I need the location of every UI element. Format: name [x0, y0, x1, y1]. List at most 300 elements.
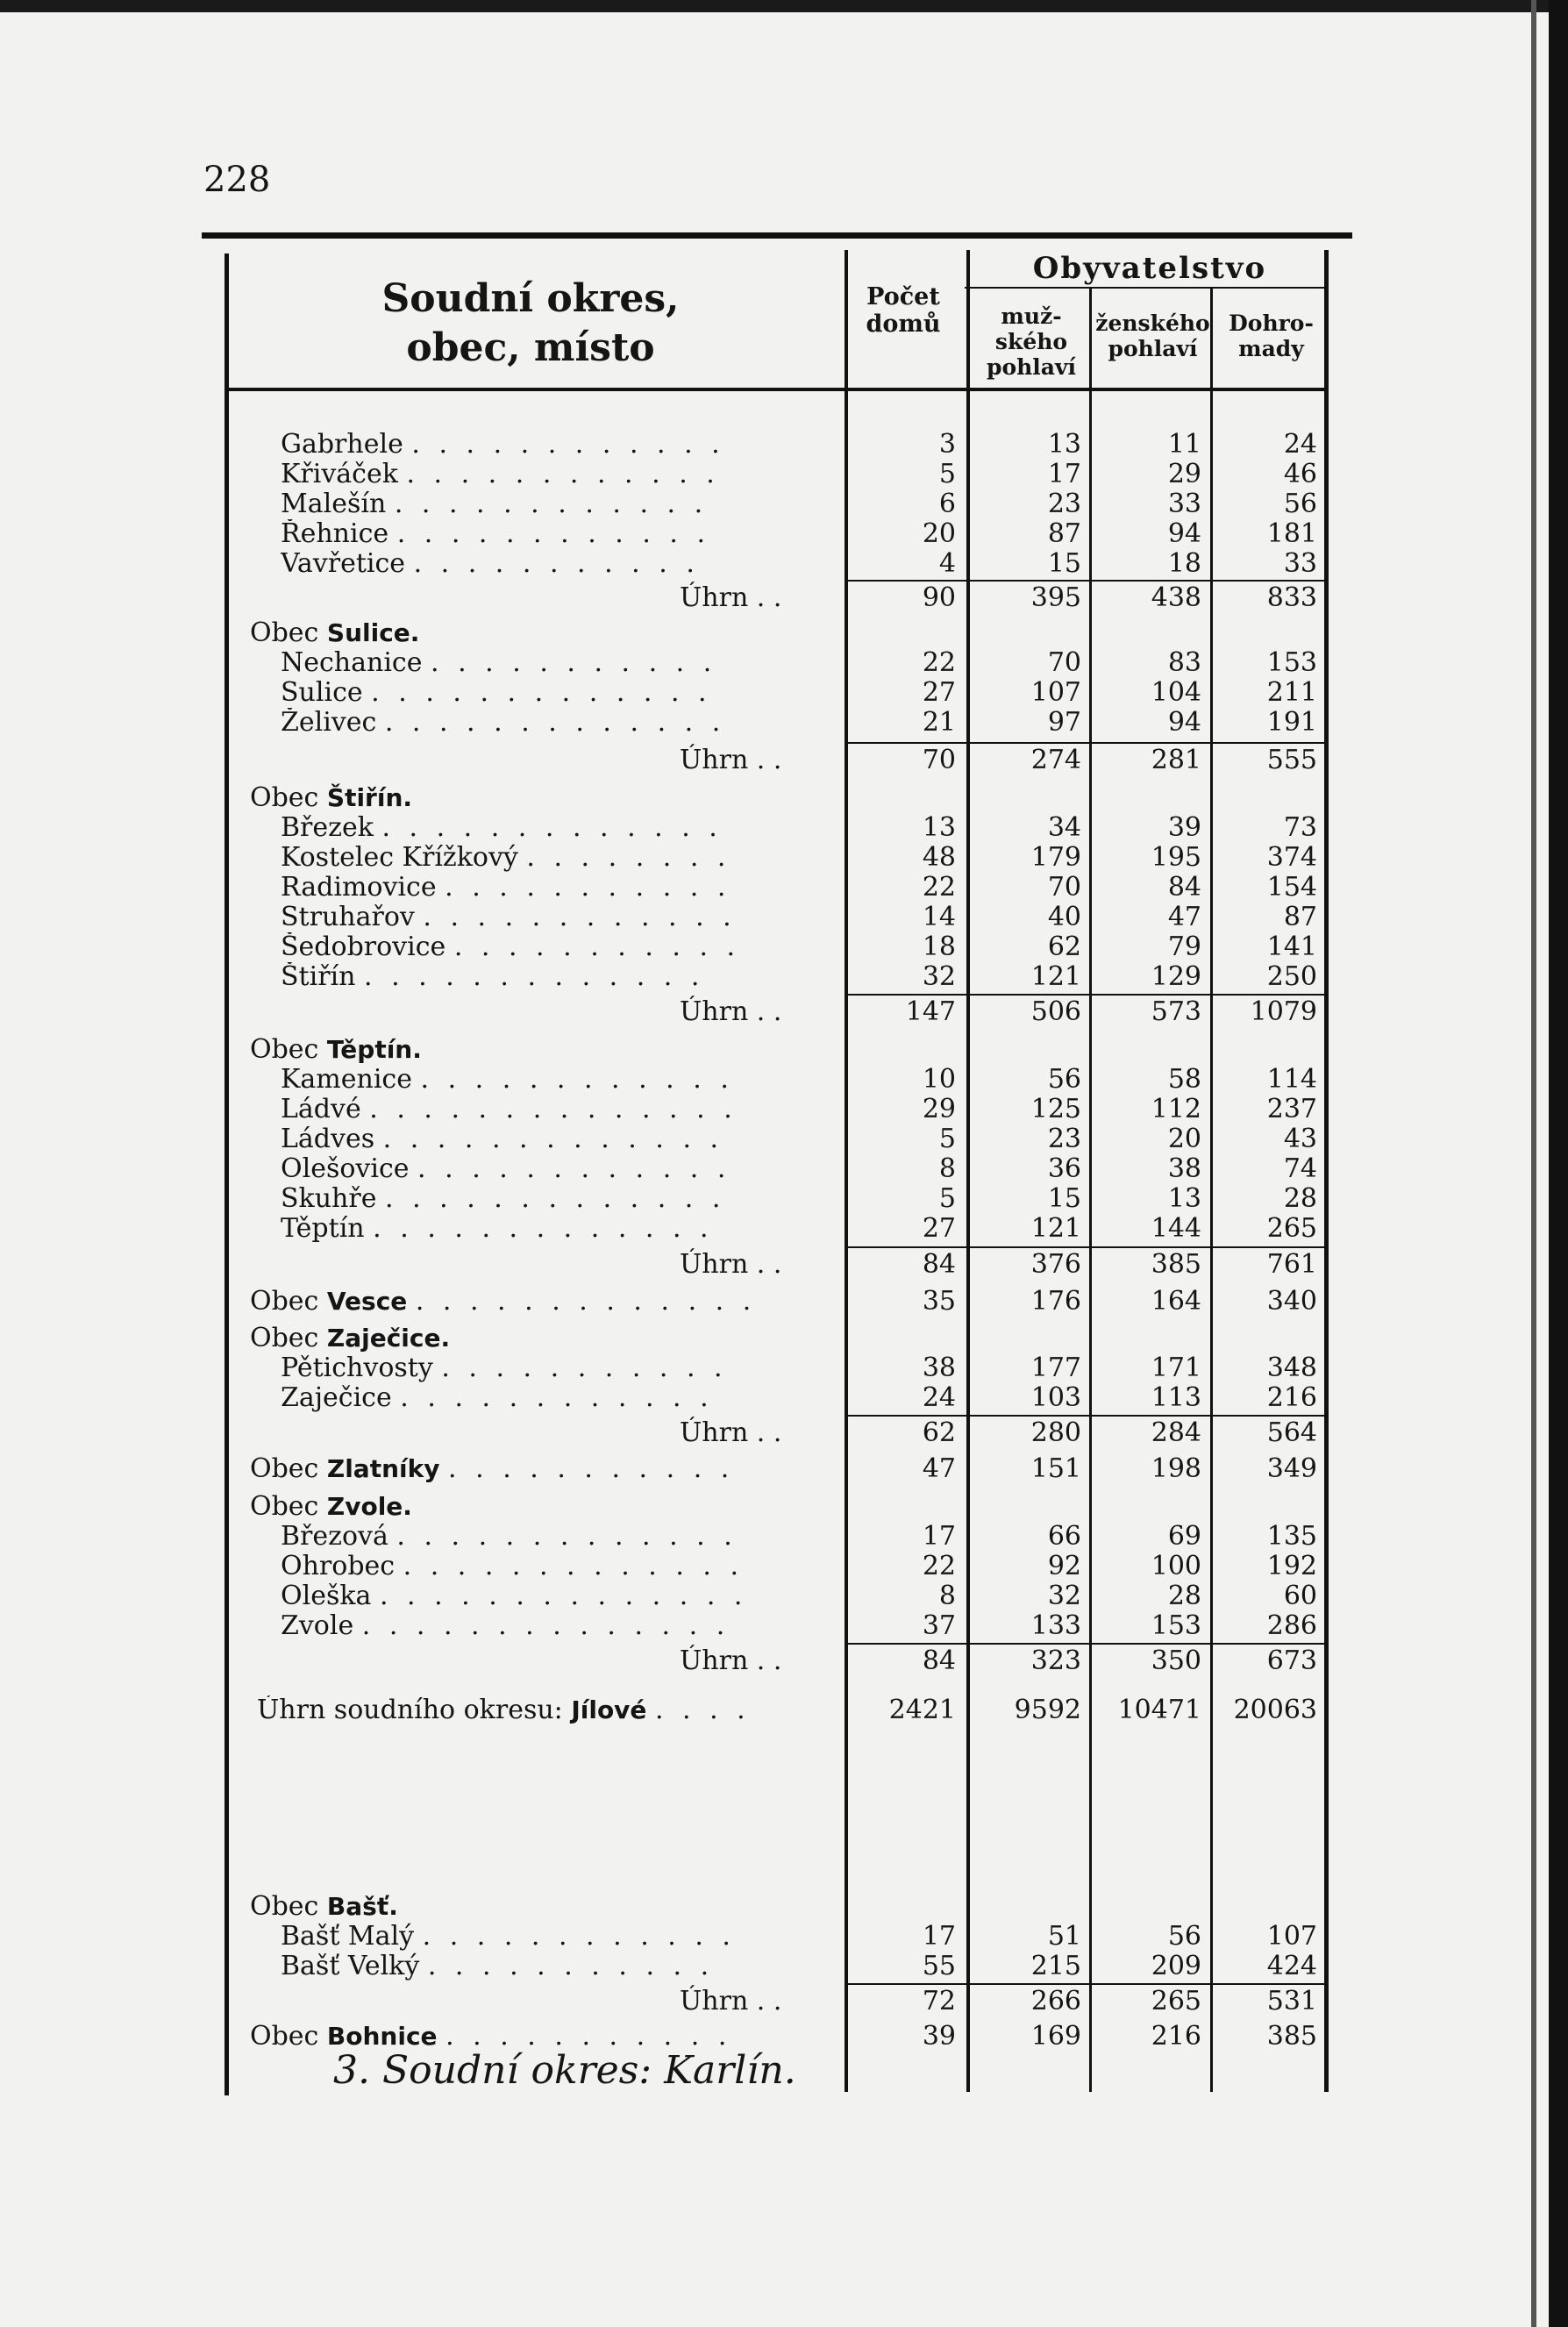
- header-total-line2: mady: [1238, 335, 1304, 361]
- municipality-prefix: Obec: [250, 1492, 319, 1522]
- header-population-group: Obyvatelstvo: [1032, 251, 1267, 286]
- place-name: Březová: [281, 1522, 388, 1552]
- total-cell: 385: [1266, 2021, 1317, 2052]
- place-label: [281, 1065, 842, 1095]
- place-label: [281, 813, 842, 843]
- female-cell: 84: [1167, 872, 1201, 903]
- total-cell: 555: [1266, 745, 1317, 775]
- place-name: Ohrobec: [281, 1552, 396, 1581]
- place-name: Křiváček: [281, 460, 398, 489]
- total-cell: 531: [1266, 1986, 1317, 2016]
- female-cell: 171: [1151, 1353, 1201, 1383]
- leader-dots: . . . . . . . . . . . . .: [384, 708, 726, 738]
- total-cell: 265: [1266, 1213, 1317, 1244]
- total-cell: 107: [1266, 1921, 1317, 1952]
- subtotal-row: [202, 1250, 1352, 1280]
- municipality-prefix: Obec: [250, 1035, 319, 1065]
- female-cell: 33: [1167, 489, 1201, 519]
- table-row: [202, 1095, 1352, 1124]
- header-male-column: [973, 304, 1089, 380]
- female-cell: 113: [1151, 1382, 1201, 1413]
- subtotal-row: [202, 583, 1352, 613]
- place-label: [281, 1124, 842, 1154]
- leader-dots: . . . . . . . . . . . .: [420, 1065, 734, 1095]
- houses-cell: 2421: [888, 1695, 956, 1725]
- municipality-prefix: Obec: [250, 2022, 319, 2052]
- houses-cell: 3: [938, 429, 956, 460]
- municipality-name: Těptín.: [326, 1035, 422, 1064]
- male-cell: 506: [1030, 996, 1081, 1027]
- houses-cell: 38: [922, 1353, 956, 1383]
- header-houses-line1: Počet: [866, 283, 940, 311]
- female-cell: 56: [1167, 1921, 1201, 1952]
- houses-cell: 5: [938, 1124, 956, 1154]
- houses-cell: 17: [922, 1921, 956, 1952]
- male-cell: 107: [1030, 677, 1081, 708]
- subtotal-rule: [848, 1246, 1326, 1248]
- header-houses-column: [846, 283, 960, 338]
- header-female-column: [1094, 311, 1212, 362]
- houses-cell: 13: [922, 812, 956, 843]
- houses-cell: 14: [922, 902, 956, 932]
- table-row: [202, 843, 1352, 873]
- place-label: [281, 678, 842, 708]
- municipality-name: Zaječice.: [326, 1324, 451, 1353]
- houses-cell: 84: [922, 1249, 956, 1280]
- table-row: [202, 1552, 1352, 1581]
- header-houses-line2: domů: [866, 311, 941, 339]
- place-name: Sulice: [281, 678, 363, 708]
- table-row: [202, 1214, 1352, 1244]
- header-total-line1: Dohro-: [1229, 311, 1314, 336]
- houses-cell: 22: [922, 872, 956, 903]
- place-label: [281, 648, 842, 678]
- place-label: [281, 1095, 842, 1124]
- male-cell: 34: [1047, 812, 1081, 843]
- leader-dots: . . . . . . . . . . . .: [422, 1922, 736, 1952]
- male-cell: 15: [1047, 1183, 1081, 1214]
- total-cell: 20063: [1233, 1695, 1317, 1725]
- municipality-name: Vesce: [326, 1287, 408, 1316]
- leader-dots: . . . . . . . . . . . . .: [382, 1124, 724, 1154]
- female-cell: 94: [1167, 518, 1201, 549]
- place-label: [281, 1154, 842, 1184]
- place-name: Radimovice: [281, 873, 437, 903]
- table-row: [202, 1695, 1352, 1725]
- total-cell: 250: [1266, 961, 1317, 992]
- female-cell: 10471: [1117, 1695, 1201, 1725]
- table-row: [202, 430, 1352, 460]
- header-female-line2: pohlaví: [1108, 335, 1198, 361]
- subtotal-label: Úhrn . .: [680, 1645, 782, 1676]
- houses-cell: 70: [922, 745, 956, 775]
- female-cell: 129: [1151, 961, 1201, 992]
- leader-dots: . . . . . . . . . . .: [445, 2022, 732, 2052]
- page-number: 228: [203, 160, 271, 200]
- total-cell: 216: [1266, 1382, 1317, 1413]
- subtotal-rule: [848, 1415, 1326, 1417]
- total-cell: 761: [1266, 1249, 1317, 1280]
- male-cell: 62: [1047, 932, 1081, 962]
- leader-dots: . . . . . . . . . . . . .: [371, 678, 712, 708]
- leader-dots: . . . . . . . . . . .: [445, 873, 731, 903]
- municipality-label: [250, 1492, 811, 1522]
- leader-dots: . . . . . . . . . . . .: [400, 1383, 714, 1413]
- total-cell: 424: [1266, 1951, 1317, 1981]
- total-cell: 286: [1266, 1610, 1317, 1641]
- table-row: [202, 783, 1352, 813]
- place-name: Nechanice: [281, 648, 423, 678]
- leader-dots: . . . . . . . . . . .: [413, 549, 700, 579]
- municipality-label: [250, 1035, 811, 1065]
- municipality-name: Sulice.: [326, 618, 420, 647]
- leader-dots: . . . . . . . . . . . . . .: [361, 1611, 731, 1641]
- houses-cell: 55: [922, 1951, 956, 1981]
- place-name: Kamenice: [281, 1065, 412, 1095]
- male-cell: 97: [1047, 707, 1081, 738]
- total-cell: 348: [1266, 1353, 1317, 1383]
- male-cell: 176: [1030, 1286, 1081, 1317]
- male-cell: 70: [1047, 647, 1081, 678]
- total-cell: 60: [1283, 1581, 1317, 1611]
- subtotal-label: Úhrn . .: [680, 1417, 782, 1448]
- leader-dots: . . . . . . . . . . . .: [406, 460, 720, 489]
- page-scan-edge-top: [0, 0, 1568, 12]
- houses-cell: 39: [922, 2021, 956, 2052]
- houses-cell: 35: [922, 1286, 956, 1317]
- subtotal-rule: [848, 742, 1326, 744]
- total-cell: 153: [1266, 647, 1317, 678]
- table-row: [202, 1581, 1352, 1611]
- subtotal-label: Úhrn . .: [680, 582, 782, 613]
- place-name: Ládves: [281, 1124, 375, 1154]
- male-cell: 32: [1047, 1581, 1081, 1611]
- male-cell: 70: [1047, 872, 1081, 903]
- place-name: Těptín: [281, 1214, 365, 1244]
- houses-cell: 21: [922, 707, 956, 738]
- municipality-name: Bohnice: [326, 2022, 438, 2051]
- municipality-label: [250, 1454, 811, 1484]
- leader-dots: . . . . . . . . . . . . .: [415, 1287, 757, 1317]
- leader-dots: . . . . . . . . . . .: [441, 1353, 728, 1383]
- place-name: Bašť Velký: [281, 1952, 420, 1981]
- table-row: [202, 549, 1352, 579]
- municipality-prefix: Obec: [250, 1287, 319, 1317]
- total-cell: 73: [1283, 812, 1317, 843]
- male-cell: 23: [1047, 1124, 1081, 1154]
- municipality-label: [250, 1892, 811, 1922]
- leader-dots: . . . . . . . . . . . . .: [403, 1552, 745, 1581]
- houses-cell: 48: [922, 842, 956, 873]
- municipality-prefix: Obec: [250, 1892, 319, 1922]
- total-cell: 564: [1266, 1417, 1317, 1448]
- total-cell: 154: [1266, 872, 1317, 903]
- subtotal-label: Úhrn . .: [680, 1249, 782, 1280]
- leader-dots: . . . .: [654, 1695, 751, 1725]
- place-label: [281, 1184, 842, 1214]
- municipality-name: Štiřín.: [326, 783, 413, 812]
- place-label: [281, 843, 842, 873]
- total-cell: 211: [1266, 677, 1317, 708]
- leader-dots: . . . . . . . . . . . .: [411, 430, 725, 460]
- total-cell: 87: [1283, 902, 1317, 932]
- total-cell: 74: [1283, 1153, 1317, 1184]
- houses-cell: 8: [938, 1153, 956, 1184]
- header-male-line3: pohlaví: [986, 353, 1077, 380]
- total-cell: 833: [1266, 582, 1317, 613]
- table-row: [202, 962, 1352, 992]
- houses-cell: 22: [922, 647, 956, 678]
- male-cell: 274: [1030, 745, 1081, 775]
- male-cell: 15: [1047, 548, 1081, 579]
- male-cell: 376: [1030, 1249, 1081, 1280]
- leader-dots: . . . . . . . . . . . .: [396, 519, 711, 549]
- female-cell: 144: [1151, 1213, 1201, 1244]
- female-cell: 153: [1151, 1610, 1201, 1641]
- place-label: [281, 1522, 842, 1552]
- male-cell: 66: [1047, 1521, 1081, 1552]
- place-name: Štiřín: [281, 962, 356, 992]
- place-label: [281, 1581, 842, 1611]
- table-row: [202, 1383, 1352, 1413]
- male-cell: 9592: [1014, 1695, 1081, 1725]
- male-cell: 92: [1047, 1551, 1081, 1581]
- leader-dots: . . . . . . . . . . .: [448, 1454, 735, 1484]
- total-cell: 46: [1283, 459, 1317, 489]
- female-cell: 265: [1151, 1986, 1201, 2016]
- houses-cell: 24: [922, 1382, 956, 1413]
- table-row: [202, 1353, 1352, 1383]
- table-row: [202, 648, 1352, 678]
- female-cell: 39: [1167, 812, 1201, 843]
- houses-cell: 147: [905, 996, 956, 1027]
- female-cell: 100: [1151, 1551, 1201, 1581]
- leader-dots: . . . . . . . . . . . . .: [381, 813, 723, 843]
- header-name-line1: Soudní okres,: [381, 276, 680, 321]
- houses-cell: 72: [922, 1986, 956, 2016]
- place-label: [281, 1353, 842, 1383]
- header-male-line2: ského: [994, 328, 1068, 354]
- municipality-label: [250, 2022, 811, 2052]
- total-cell: 56: [1283, 489, 1317, 519]
- subtotal-label: Úhrn . .: [680, 996, 782, 1027]
- houses-cell: 5: [938, 459, 956, 489]
- houses-cell: 29: [922, 1094, 956, 1124]
- table-row: [202, 1324, 1352, 1353]
- male-cell: 36: [1047, 1153, 1081, 1184]
- place-name: Vavřetice: [281, 549, 406, 579]
- male-cell: 17: [1047, 459, 1081, 489]
- female-cell: 11: [1167, 429, 1201, 460]
- male-cell: 125: [1030, 1094, 1081, 1124]
- female-cell: 79: [1167, 932, 1201, 962]
- subtotal-row: [202, 997, 1352, 1027]
- total-cell: 191: [1266, 707, 1317, 738]
- place-label: [281, 489, 842, 519]
- houses-cell: 6: [938, 489, 956, 519]
- total-cell: 340: [1266, 1286, 1317, 1317]
- houses-cell: 8: [938, 1581, 956, 1611]
- total-cell: 181: [1266, 518, 1317, 549]
- place-name: Želivec: [281, 708, 377, 738]
- table-row: [202, 1287, 1352, 1317]
- houses-cell: 62: [922, 1417, 956, 1448]
- header-group-underline: [965, 287, 1326, 289]
- female-cell: 198: [1151, 1453, 1201, 1484]
- houses-cell: 47: [922, 1453, 956, 1484]
- municipality-name: Bašť.: [326, 1892, 398, 1921]
- houses-cell: 84: [922, 1645, 956, 1676]
- female-cell: 112: [1151, 1094, 1201, 1124]
- place-label: [281, 1552, 842, 1581]
- table-row: [202, 1124, 1352, 1154]
- subtotal-rule: [848, 1983, 1326, 1985]
- houses-cell: 5: [938, 1183, 956, 1214]
- subtotal-rule: [848, 994, 1326, 996]
- table-row: [202, 1154, 1352, 1184]
- total-cell: 24: [1283, 429, 1317, 460]
- female-cell: 438: [1151, 582, 1201, 613]
- male-cell: 280: [1030, 1417, 1081, 1448]
- female-cell: 195: [1151, 842, 1201, 873]
- female-cell: 164: [1151, 1286, 1201, 1317]
- district-total-label: [257, 1695, 818, 1725]
- male-cell: 23: [1047, 489, 1081, 519]
- table-row: [202, 1952, 1352, 1981]
- place-name: Malešín: [281, 489, 387, 519]
- table-row: [202, 1035, 1352, 1065]
- houses-cell: 27: [922, 1213, 956, 1244]
- place-name: Ládvé: [281, 1095, 361, 1124]
- table-row: [202, 932, 1352, 962]
- male-cell: 87: [1047, 518, 1081, 549]
- place-label: [281, 1611, 842, 1641]
- leader-dots: . . . . . . . . . . . . .: [364, 962, 705, 992]
- female-cell: 58: [1167, 1064, 1201, 1095]
- total-cell: 192: [1266, 1551, 1317, 1581]
- total-cell: 43: [1283, 1124, 1317, 1154]
- place-label: [281, 708, 842, 738]
- municipality-prefix: Obec: [250, 1454, 319, 1484]
- houses-cell: 90: [922, 582, 956, 613]
- place-name: Oleška: [281, 1581, 372, 1611]
- female-cell: 281: [1151, 745, 1201, 775]
- houses-cell: 4: [938, 548, 956, 579]
- male-cell: 40: [1047, 902, 1081, 932]
- total-cell: 349: [1266, 1453, 1317, 1484]
- municipality-name: Zlatníky: [326, 1454, 440, 1483]
- male-cell: 13: [1047, 429, 1081, 460]
- place-name: Zaječice: [281, 1383, 392, 1413]
- district-total-prefix: Úhrn soudního okresu:: [257, 1695, 563, 1725]
- municipality-label: [250, 1324, 811, 1353]
- leader-dots: . . . . . . . . . . .: [431, 648, 717, 678]
- place-label: [281, 1383, 842, 1413]
- leader-dots: . . . . . . . . . . . .: [423, 903, 737, 932]
- municipality-prefix: Obec: [250, 783, 319, 813]
- place-label: [281, 519, 842, 549]
- houses-cell: 17: [922, 1521, 956, 1552]
- total-cell: 135: [1266, 1521, 1317, 1552]
- municipality-prefix: Obec: [250, 618, 319, 648]
- place-name: Březek: [281, 813, 374, 843]
- male-cell: 395: [1030, 582, 1081, 613]
- total-cell: 33: [1283, 548, 1317, 579]
- header-bottom-rule: [226, 388, 1324, 391]
- place-label: [281, 932, 842, 962]
- leader-dots: . . . . . . . . . . .: [427, 1952, 715, 1981]
- female-cell: 385: [1151, 1249, 1201, 1280]
- female-cell: 28: [1167, 1581, 1201, 1611]
- total-cell: 141: [1266, 932, 1317, 962]
- header-male-line1: muž-: [1001, 303, 1062, 329]
- male-cell: 266: [1030, 1986, 1081, 2016]
- total-cell: 1079: [1250, 996, 1317, 1027]
- table-row: [202, 489, 1352, 519]
- place-label: [281, 903, 842, 932]
- place-label: [281, 430, 842, 460]
- leader-dots: . . . . . . . . . . . . . .: [369, 1095, 738, 1124]
- houses-cell: 32: [922, 961, 956, 992]
- table-row: [202, 813, 1352, 843]
- male-cell: 169: [1030, 2021, 1081, 2052]
- district-name: Jílové: [571, 1695, 647, 1724]
- table-row: [202, 519, 1352, 549]
- subtotal-label: Úhrn . .: [680, 745, 782, 775]
- leader-dots: . . . . . . . . . . . .: [394, 489, 709, 519]
- table-row: [202, 1065, 1352, 1095]
- page-scan-edge-inner: [1531, 0, 1536, 2327]
- subtotal-rule: [848, 1643, 1326, 1645]
- male-cell: 121: [1030, 961, 1081, 992]
- statistics-table: [202, 232, 1352, 2092]
- place-label: [281, 1952, 842, 1981]
- place-name: Šedobrovice: [281, 932, 446, 962]
- place-label: [281, 962, 842, 992]
- place-label: [281, 873, 842, 903]
- header-total-column: [1216, 311, 1326, 362]
- male-cell: 323: [1030, 1645, 1081, 1676]
- female-cell: 18: [1167, 548, 1201, 579]
- header-name-column: [228, 275, 833, 374]
- place-name: Zvole: [281, 1611, 354, 1641]
- table-row: [202, 708, 1352, 738]
- table-row: [202, 1922, 1352, 1952]
- total-cell: 374: [1266, 842, 1317, 873]
- table-row: [202, 460, 1352, 489]
- place-name: Gabrhele: [281, 430, 403, 460]
- houses-cell: 22: [922, 1551, 956, 1581]
- municipality-label: [250, 783, 811, 813]
- male-cell: 51: [1047, 1921, 1081, 1952]
- male-cell: 121: [1030, 1213, 1081, 1244]
- male-cell: 215: [1030, 1951, 1081, 1981]
- municipality-prefix: Obec: [250, 1324, 319, 1353]
- female-cell: 104: [1151, 677, 1201, 708]
- female-cell: 573: [1151, 996, 1201, 1027]
- houses-cell: 27: [922, 677, 956, 708]
- subtotal-rule: [848, 580, 1326, 582]
- table-row: [202, 1184, 1352, 1214]
- female-cell: 69: [1167, 1521, 1201, 1552]
- place-name: Řehnice: [281, 519, 389, 549]
- table-row: [202, 1522, 1352, 1552]
- table-row: [202, 1892, 1352, 1922]
- male-cell: 103: [1030, 1382, 1081, 1413]
- header-name-line2: obec, místo: [406, 325, 655, 371]
- houses-cell: 20: [922, 518, 956, 549]
- place-name: Kostelec Křížkový: [281, 843, 518, 873]
